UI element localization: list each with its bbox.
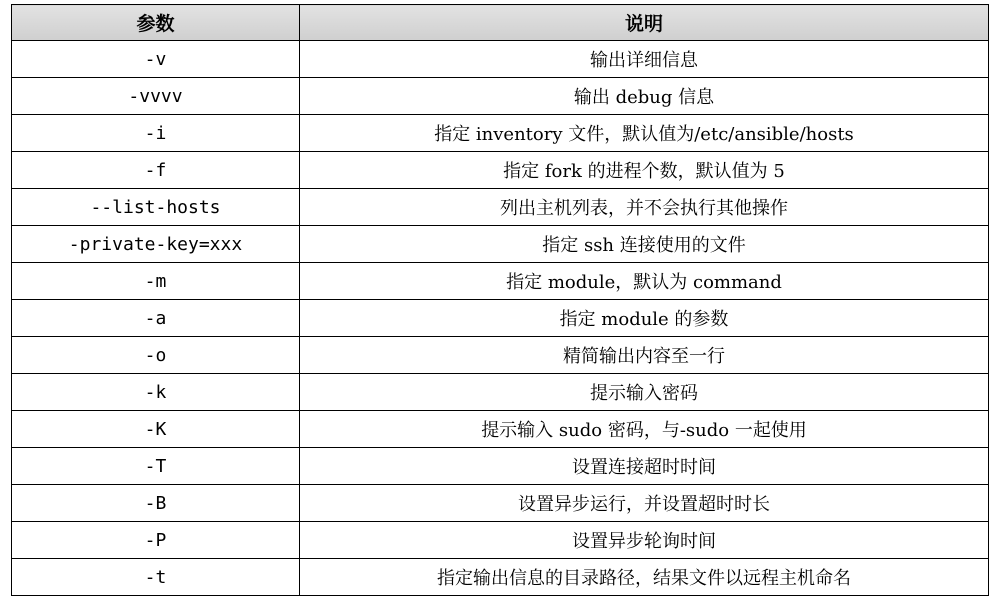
table-body bbox=[12, 41, 989, 596]
description-cell: 提示输入 sudo 密码，与-sudo 一起使用 bbox=[300, 411, 989, 448]
description-cell: 列出主机列表，并不会执行其他操作 bbox=[300, 189, 989, 226]
table-row bbox=[12, 485, 989, 522]
description-cell: 指定 inventory 文件，默认值为/etc/ansible/hosts bbox=[300, 115, 989, 152]
description-cell: 精简输出内容至一行 bbox=[300, 337, 989, 374]
description-cell: 指定 module，默认为 command bbox=[300, 263, 989, 300]
description-cell: 指定输出信息的目录路径，结果文件以远程主机命名 bbox=[300, 559, 989, 596]
table-row bbox=[12, 559, 989, 596]
param-cell: -K bbox=[12, 411, 300, 448]
param-cell: -f bbox=[12, 152, 300, 189]
param-cell: -B bbox=[12, 485, 300, 522]
description-cell: 设置连接超时时间 bbox=[300, 448, 989, 485]
description-cell: 指定 ssh 连接使用的文件 bbox=[300, 226, 989, 263]
param-cell: -m bbox=[12, 263, 300, 300]
table-row bbox=[12, 448, 989, 485]
table-row bbox=[12, 411, 989, 448]
table-row bbox=[12, 115, 989, 152]
description-cell: 输出 debug 信息 bbox=[300, 78, 989, 115]
param-cell: -v bbox=[12, 41, 300, 78]
table-row bbox=[12, 522, 989, 559]
description-cell: 设置异步轮询时间 bbox=[300, 522, 989, 559]
table-row bbox=[12, 152, 989, 189]
header-description: 说明 bbox=[300, 5, 989, 41]
param-cell: -i bbox=[12, 115, 300, 152]
description-cell: 输出详细信息 bbox=[300, 41, 989, 78]
table-row bbox=[12, 337, 989, 374]
table-row bbox=[12, 41, 989, 78]
param-cell: --list-hosts bbox=[12, 189, 300, 226]
param-cell: -P bbox=[12, 522, 300, 559]
description-cell: 指定 module 的参数 bbox=[300, 300, 989, 337]
param-cell: -vvvv bbox=[12, 78, 300, 115]
table-row bbox=[12, 78, 989, 115]
description-cell: 提示输入密码 bbox=[300, 374, 989, 411]
table-row bbox=[12, 189, 989, 226]
table-row bbox=[12, 226, 989, 263]
table-row bbox=[12, 374, 989, 411]
param-cell: -k bbox=[12, 374, 300, 411]
table-header bbox=[12, 5, 989, 41]
description-cell: 指定 fork 的进程个数，默认值为 5 bbox=[300, 152, 989, 189]
param-cell: -a bbox=[12, 300, 300, 337]
param-cell: -t bbox=[12, 559, 300, 596]
param-cell: -private-key=xxx bbox=[12, 226, 300, 263]
description-cell: 设置异步运行，并设置超时时长 bbox=[300, 485, 989, 522]
param-cell: -T bbox=[12, 448, 300, 485]
options-table-container bbox=[11, 4, 988, 596]
options-table bbox=[11, 4, 989, 596]
table-row bbox=[12, 263, 989, 300]
param-cell: -o bbox=[12, 337, 300, 374]
table-row bbox=[12, 300, 989, 337]
header-row bbox=[12, 5, 989, 41]
header-param: 参数 bbox=[12, 5, 300, 41]
